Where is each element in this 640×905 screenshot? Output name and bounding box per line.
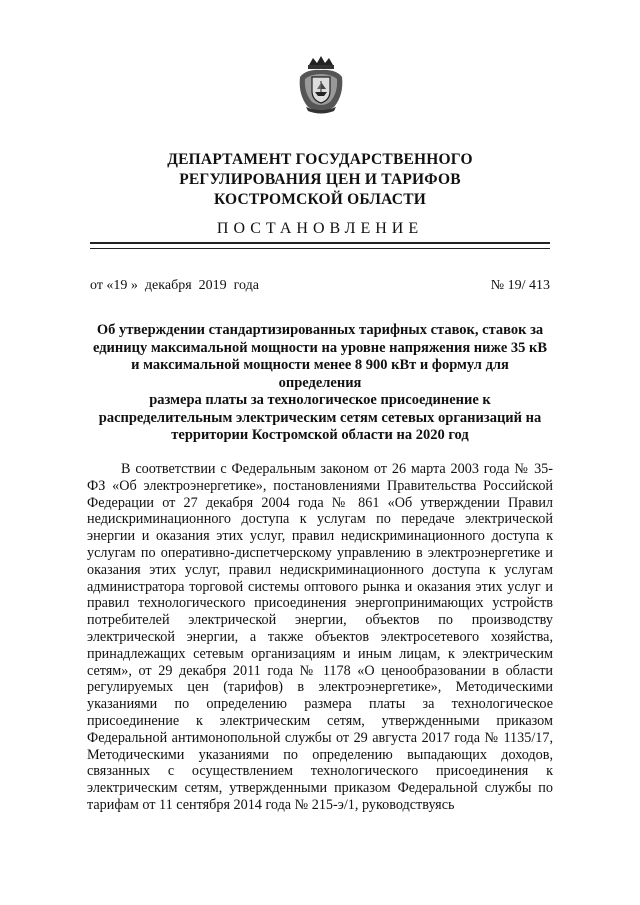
document-number: № 19/ 413 [490, 278, 550, 293]
department-line: ДЕПАРТАМЕНТ ГОСУДАРСТВЕННОГО [167, 151, 473, 168]
title-line: распределительным электрическим сетям сетевых организаций на [98, 409, 542, 426]
title-line: размера платы за технологическое присоединение к [149, 392, 491, 408]
header-divider [90, 242, 550, 249]
document-body [87, 461, 553, 814]
title-line: и максимальной мощности менее 8 900 кВт и формул для определения [131, 357, 509, 391]
document-type: ПОСТАНОВЛЕНИЕ [216, 220, 424, 237]
title-line: единицу максимальной мощности на уровне напряжения ниже 35 кВ [92, 339, 548, 356]
coat-of-arms-icon [296, 55, 346, 115]
document-date: от «19 » декабря 2019 года [90, 278, 259, 293]
department-line: КОСТРОМСКОЙ ОБЛАСТИ [213, 191, 426, 208]
document-title [90, 322, 550, 445]
title-line: Об утверждении стандартизированных тарифных ставок, ставок за [96, 322, 544, 338]
title-line: территории Костромской области на 2020 год [171, 427, 469, 443]
body-paragraph: В соответствии с Федеральным законом от 26 марта 2003 года № 35-ФЗ «Об электроэнергетике», постановлениями Правительства Российской Федерации от 27 декабря 2004 года № 861 «Об утверждении Правил недискриминационного доступа к услугам по передаче электрической энергии и оказания этих услуг, правил недискриминационного доступа к услугам по оперативно-диспетчерскому управлению в электроэнергетике и оказания этих услуг, правил недискриминационного доступа к услугам администратора торговой системы оптового рынка и оказания этих услуг и правил технологического присоединения энергопринимающих устройств потребителей электрической энергии, объектов по производству электрической энергии, а также объектов электросетевого хозяйства, принадлежащих сетевым организациям и иным лицам, к электрическим сетям», от 29 декабря 2011 года № 1178 «О ценообразовании в области регулируемых цен (тарифов) в электроэнергетике», Методическими указаниями по определению размера платы за технологическое присоединение к электрическим сетям, утвержденными приказом Федеральной антимонопольной службы от 29 августа 2017 года № 1135/17, Методическими указаниями по определению выпадающих доходов, связанных с осуществлением технологического присоединения к электрическим сетям, утвержденными приказом Федеральной службы по тарифам от 11 сентября 2014 года № 215-э/1, руководствуясь [87, 461, 553, 813]
department-name [0, 150, 640, 210]
department-line: РЕГУЛИРОВАНИЯ ЦЕН И ТАРИФОВ [179, 171, 461, 188]
